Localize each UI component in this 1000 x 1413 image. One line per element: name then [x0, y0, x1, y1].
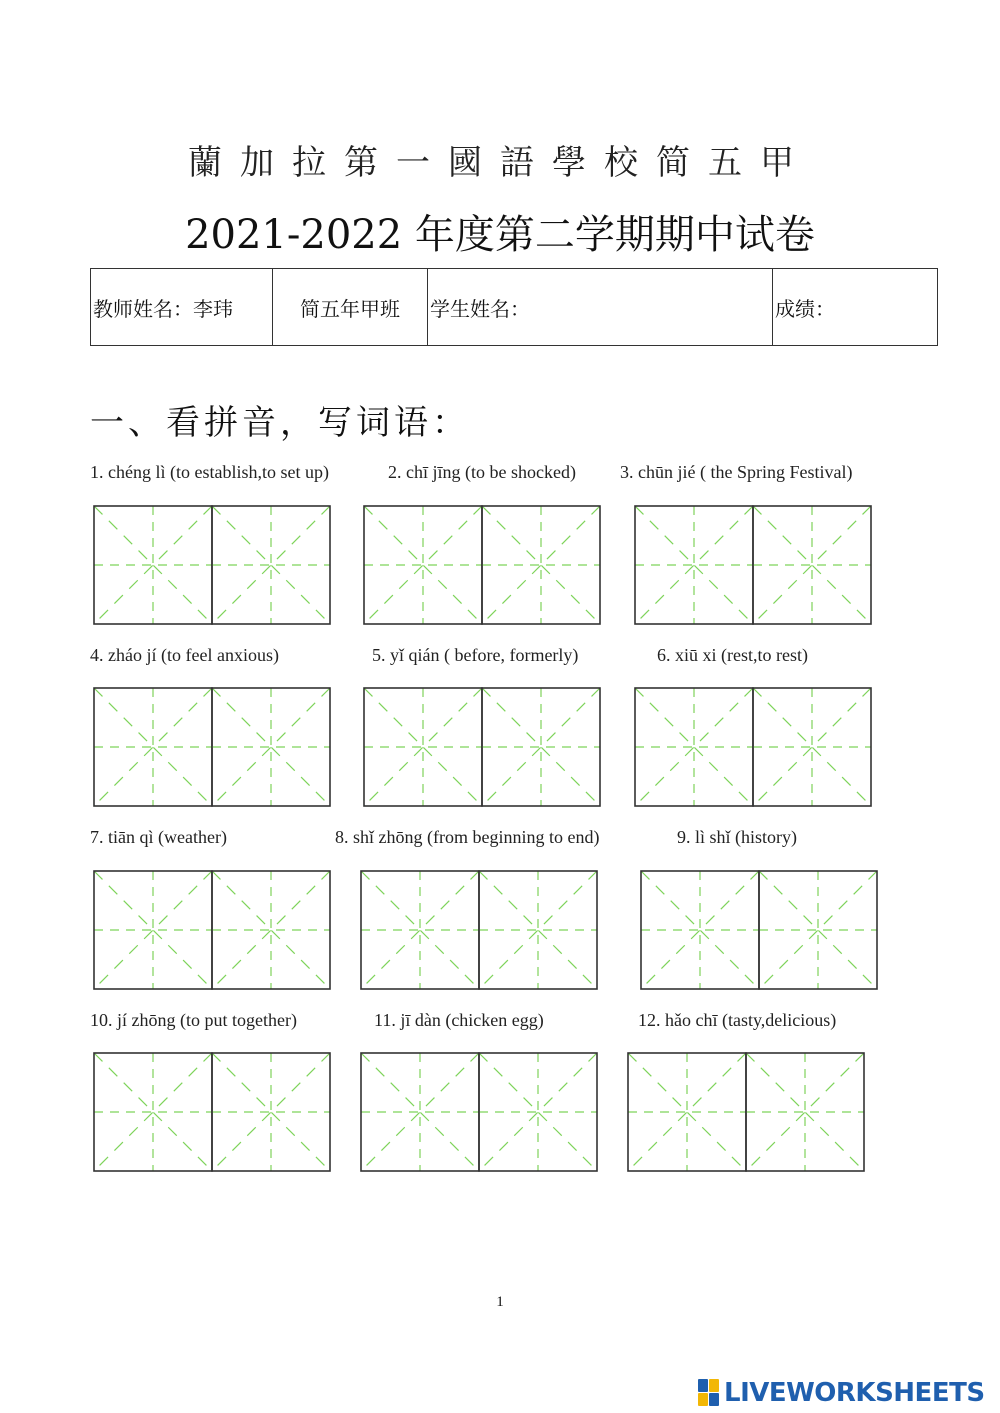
liveworksheets-watermark	[698, 1376, 985, 1410]
item-label-2: 2. chī jīng (to be shocked)	[388, 462, 576, 482]
item-label-5: 5. yǐ qián ( before, formerly)	[372, 645, 579, 665]
class-cell: 简五年甲班	[273, 269, 428, 346]
watermark-text: LIVEWORKSHEETS	[724, 1378, 985, 1408]
item-label-9: 9. lì shǐ (history)	[677, 827, 797, 847]
item-label-10: 10. jí zhōng (to put together)	[90, 1010, 297, 1030]
item-label-7: 7. tiān qì (weather)	[90, 827, 227, 847]
writing-grid-7[interactable]	[93, 870, 331, 990]
item-label-11: 11. jī dàn (chicken egg)	[374, 1010, 544, 1030]
score-cell: 成绩：	[773, 269, 938, 346]
page-number: 1	[496, 1294, 504, 1310]
student-name-cell[interactable]: 学生姓名：	[428, 269, 773, 346]
exam-title: 2021-2022 年度第二学期期中试卷	[185, 212, 815, 258]
writing-grid-2[interactable]	[363, 505, 601, 625]
liveworksheets-logo-icon	[698, 1379, 720, 1407]
item-label-12: 12. hǎo chī (tasty,delicious)	[638, 1010, 837, 1030]
item-label-1: 1. chéng lì (to establish,to set up)	[90, 462, 329, 482]
writing-grid-1[interactable]	[93, 505, 331, 625]
teacher-cell: 教师姓名：李玮	[91, 269, 273, 346]
item-label-8: 8. shǐ zhōng (from beginning to end)	[335, 827, 600, 847]
writing-grid-9[interactable]	[640, 870, 878, 990]
writing-grid-10[interactable]	[93, 1052, 331, 1172]
writing-grid-4[interactable]	[93, 687, 331, 807]
school-name: 蘭加拉第一國語學校简五甲	[188, 143, 812, 183]
info-row	[91, 269, 938, 346]
writing-grid-8[interactable]	[360, 870, 598, 990]
writing-grid-5[interactable]	[363, 687, 601, 807]
item-label-4: 4. zháo jí (to feel anxious)	[90, 645, 279, 665]
info-table	[90, 268, 938, 346]
item-label-6: 6. xiū xi (rest,to rest)	[657, 645, 808, 665]
writing-grid-3[interactable]	[634, 505, 872, 625]
section-heading: 一、看拼音，写词语：	[90, 403, 470, 443]
writing-grid-6[interactable]	[634, 687, 872, 807]
writing-grid-11[interactable]	[360, 1052, 598, 1172]
item-label-3: 3. chūn jié ( the Spring Festival)	[620, 462, 853, 482]
writing-grid-12[interactable]	[627, 1052, 865, 1172]
